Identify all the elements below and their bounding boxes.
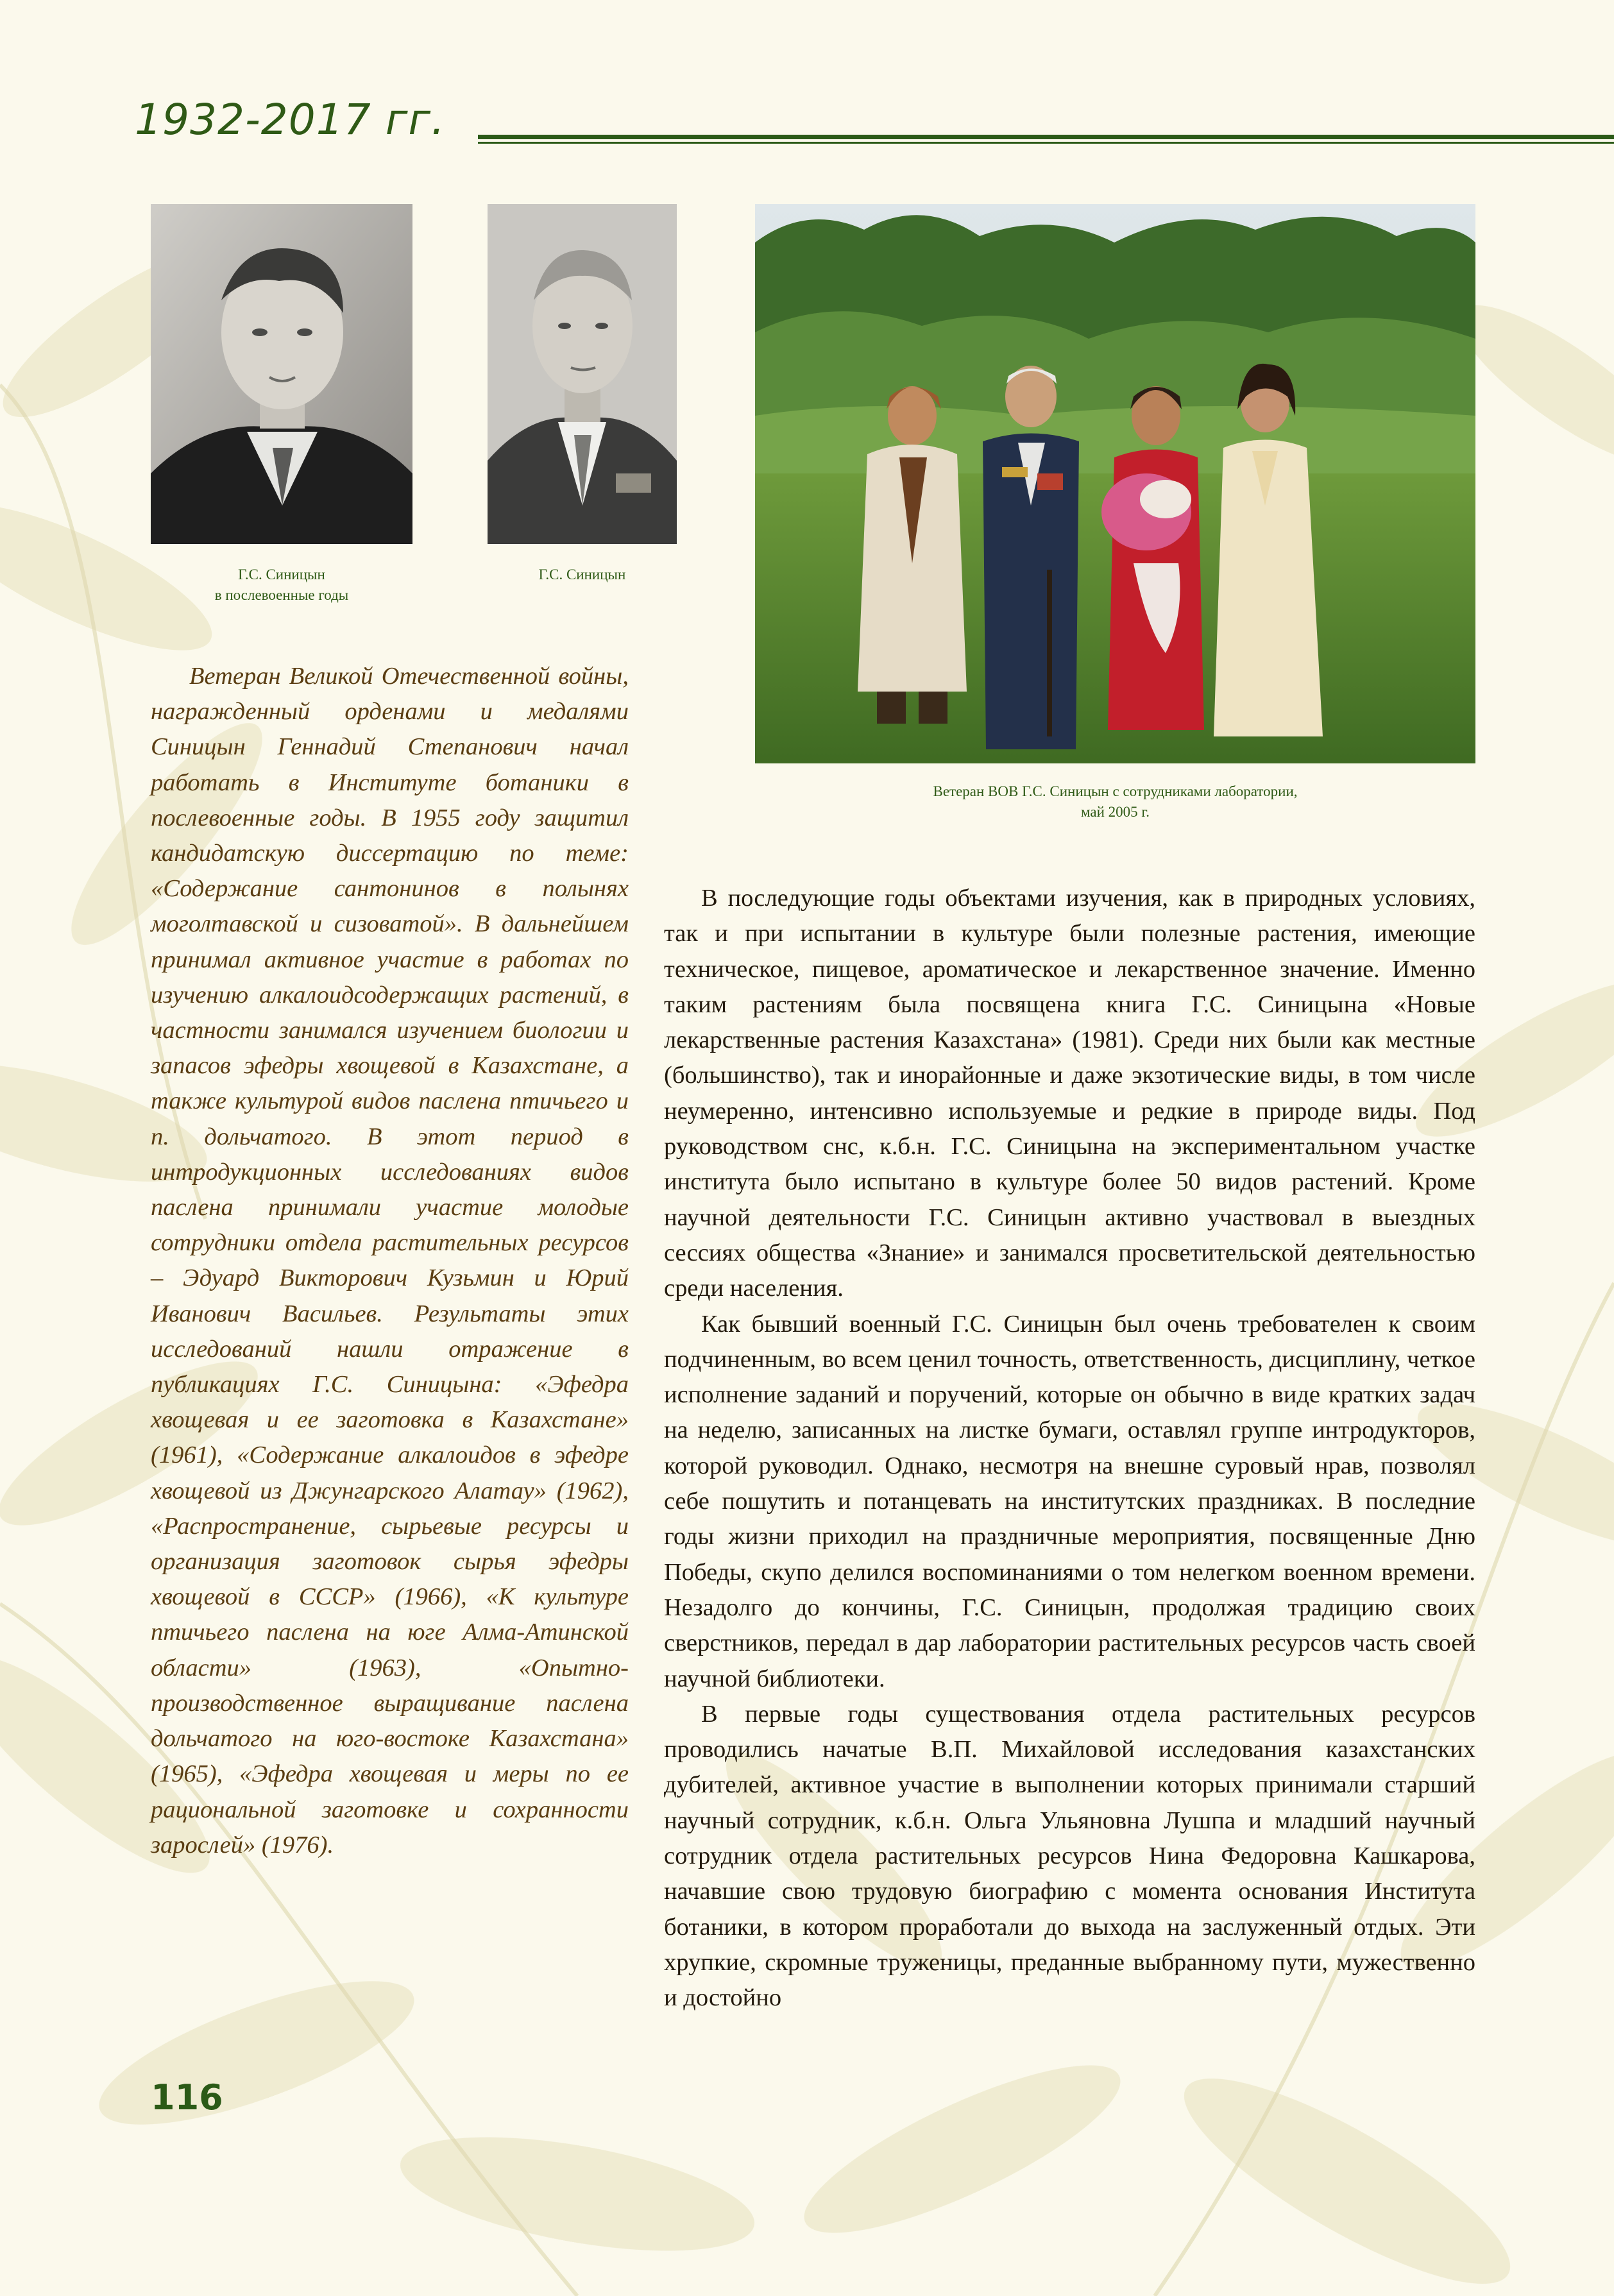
caption-portrait-young (151, 565, 412, 606)
portrait-photo-young (151, 204, 412, 544)
header-divider (478, 135, 1614, 144)
page-number: 116 (151, 2077, 223, 2118)
caption-group-photo (755, 781, 1475, 822)
left-column-biography-text: Ветеран Великой Отечественной войны, награжденный орденами и медалями Синицын Геннадий Степанович начал работать в Институте ботаники в послевоенные годы. В 1955 году защитил кандидатскую диссертацию по теме: «Содержание сантонинов в полынях моголтавской и сизоватой». В дальнейшем принимал активное участие в работах по изучению алкалоидсодержащих растений, в частности занимался изучением биологии и запасов эфедры хвощевой в Казахстане, а также культурой видов паслена птичьего и п. дольчатого. В этот период в интродукционных исследованиях видов паслена принимали участие молодые сотрудники отдела растительных ресурсов – Эдуард Викторович Кузьмин и Юрий Иванович Васильев. Результаты этих исследований нашли отражение в публикациях Г.С. Синицына: «Эфедра хвощевая и ее заготовка в Казахстане» (1961), «Содержание алкалоидов в эфедре хвощевой из Джунгарского Алатау» (1962), «Распространение, сырьевые ресурсы и организация заготовок сырья эфедры хвощевой в СССР» (1966), «К культуре птичьего паслена на юге Алма-Атинской области» (1963), «Опытно-производственное выращивание паслена дольчатого на юго-востоке Казахстана» (1965), «Эфедра хвощевая и меры по ее рациональной заготовке и сохранности зарослей» (1976). (151, 663, 629, 1858)
caption-portrait-old: Г.С. Синицын (538, 566, 626, 583)
portrait-photo-old (488, 204, 677, 544)
header-divider-thin-line (478, 142, 1614, 144)
caption-portrait-young-line1: Г.С. Синицын (238, 566, 325, 583)
header-year-range: 1932-2017 гг. (135, 95, 446, 144)
body-paragraph: В последующие годы объектами изучения, как в природных условиях, так и при испытании в культуре были полезные растения, имеющие техническое, пищевое, ароматическое и лекарственное значение. Именно таким растениям была посвящена книга Г.С. Синицына «Новые лекарственные растения Казахстана» (1981). Среди них были как местные (большинство), так и инорайонные и даже экзотические виды, в том числе неумеренно, интенсивно используемые и редкие в природе виды. Под руководством снс, к.б.н. Г.С. Синицына на экспериментальном участке института было испытано в культуре более 50 видов растений. Кроме научной деятельности Г.С. Синицын активно участвовал в выездных сессиях общества «Знание» и занимался просветительской деятельностью среди населения. (664, 885, 1475, 1302)
body-paragraph: В первые годы существования отдела растительных ресурсов проводились начатые В.П. Михайловой исследования казахстанских дубителей, активное участие в выполнении которых принимали старший научный сотрудник, к.б.н. Ольга Ульяновна Лушпа и младший научный сотрудник отдела растительных ресурсов Нина Федоровна Кашкарова, начавшие свою трудовую биографию с момента основания Института ботаники, в котором проработали до выхода на заслуженный отдых. Эти хрупкие, скромные труженицы, преданные выбранному пути, мужественно и достойно (664, 1700, 1475, 2012)
body-paragraph: Как бывший военный Г.С. Синицын был очень требователен к своим подчиненным, во всем ценил точность, ответственность, дисциплину, четкое исполнение заданий и поручений, которые он обычно в виде кратких задач на неделю, записанных на листке бумаги, оставлял группе интродукторов, которой руководил. Однако, несмотря на внешне суровый нрав, позволял себе пошутить и потанцевать на институтских праздниках. В последние годы жизни приходил на праздничные мероприятия, посвященные Дню Победы, скупо делился воспоминаниями о том нелегком военном времени. Незадолго до кончины, Г.С. Синицын, продолжая традицию своих сверстников, передал в дар лаборатории растительных ресурсов часть своей научной библиотеки. (664, 1310, 1475, 1692)
caption-group-photo-line1: Ветеран ВОВ Г.С. Синицын с сотрудниками лаборатории, (933, 783, 1298, 799)
right-column-body-text (664, 881, 1475, 2016)
caption-portrait-young-line2: в послевоенные годы (214, 587, 349, 603)
caption-group-photo-line2: май 2005 г. (1080, 804, 1150, 820)
header-divider-thick-line (478, 135, 1614, 139)
group-photo-veteran-with-staff (755, 204, 1475, 763)
